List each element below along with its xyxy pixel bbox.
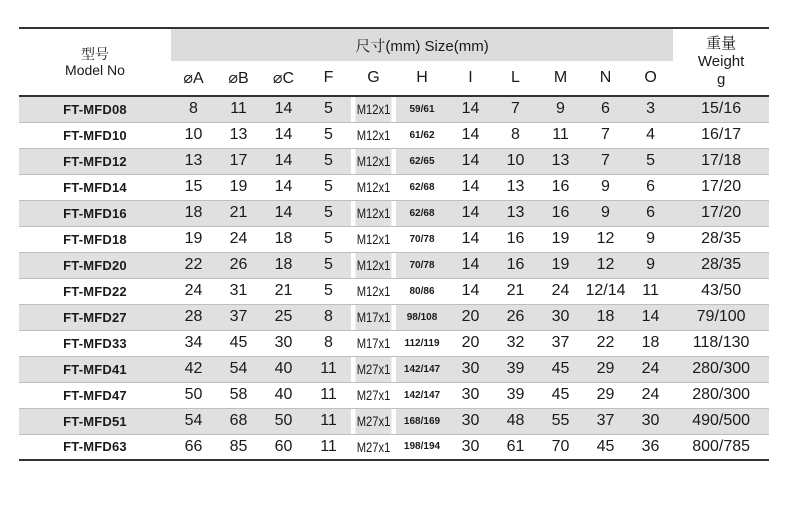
l-cell: 26 [493,304,538,330]
i-cell: 30 [448,408,493,434]
table-row [19,174,769,200]
f-cell: 5 [306,148,351,174]
b-cell: 17 [216,148,261,174]
m-cell: 45 [538,356,583,382]
n-cell: 12 [583,252,628,278]
o-cell: 6 [628,200,673,226]
i-cell: 14 [448,148,493,174]
m-cell: 19 [538,226,583,252]
h-cell: 61/62 [396,122,448,148]
c-cell: 25 [261,304,306,330]
model-cell: FT-MFD16 [19,200,171,226]
a-cell: 50 [171,382,216,408]
table-row [19,148,769,174]
f-cell: 5 [306,278,351,304]
model-cell: FT-MFD33 [19,330,171,356]
i-cell: 14 [448,122,493,148]
g-cell: M12x1 [356,200,392,226]
g-cell: M17x1 [356,304,392,330]
g-cell: M27x1 [356,434,392,460]
b-cell: 58 [216,382,261,408]
a-cell: 42 [171,356,216,382]
n-cell: 18 [583,304,628,330]
o-cell: 3 [628,96,673,122]
table-row [19,356,769,382]
c-cell: 18 [261,252,306,278]
f-cell: 8 [306,304,351,330]
l-cell: 39 [493,382,538,408]
column-header-m: M [538,61,583,96]
m-cell: 13 [538,148,583,174]
m-cell: 11 [538,122,583,148]
n-cell: 6 [583,96,628,122]
i-cell: 14 [448,278,493,304]
a-cell: 8 [171,96,216,122]
a-cell: 34 [171,330,216,356]
column-header-f: F [306,61,351,96]
column-header-o: O [628,61,673,96]
g-cell: M12x1 [356,174,392,200]
weight-cell: 15/16 [673,96,769,122]
f-cell: 11 [306,434,351,460]
l-cell: 13 [493,200,538,226]
weight-cell: 16/17 [673,122,769,148]
a-cell: 28 [171,304,216,330]
m-cell: 24 [538,278,583,304]
n-cell: 7 [583,122,628,148]
b-cell: 24 [216,226,261,252]
model-cell: FT-MFD22 [19,278,171,304]
l-cell: 13 [493,174,538,200]
c-cell: 40 [261,356,306,382]
f-cell: 11 [306,356,351,382]
f-cell: 5 [306,96,351,122]
l-cell: 10 [493,148,538,174]
f-cell: 5 [306,252,351,278]
model-cell: FT-MFD51 [19,408,171,434]
o-cell: 24 [628,382,673,408]
o-cell: 9 [628,252,673,278]
weight-cell: 280/300 [673,382,769,408]
m-cell: 70 [538,434,583,460]
b-cell: 21 [216,200,261,226]
column-header-h: H [396,61,448,96]
g-cell: M12x1 [356,252,392,278]
column-header-b: ⌀B [216,61,261,96]
g-cell: M12x1 [356,96,392,122]
l-cell: 61 [493,434,538,460]
model-cell: FT-MFD12 [19,148,171,174]
a-cell: 18 [171,200,216,226]
f-cell: 5 [306,122,351,148]
g-cell: M27x1 [356,356,392,382]
c-cell: 60 [261,434,306,460]
table-row [19,304,769,330]
c-cell: 50 [261,408,306,434]
weight-header [673,28,769,96]
table-row [19,200,769,226]
g-cell: M12x1 [356,226,392,252]
n-cell: 37 [583,408,628,434]
a-cell: 54 [171,408,216,434]
i-cell: 20 [448,330,493,356]
n-cell: 12 [583,226,628,252]
m-cell: 16 [538,200,583,226]
m-cell: 16 [538,174,583,200]
o-cell: 9 [628,226,673,252]
weight-cell: 28/35 [673,226,769,252]
b-cell: 45 [216,330,261,356]
h-cell: 62/68 [396,200,448,226]
h-cell: 70/78 [396,252,448,278]
l-cell: 7 [493,96,538,122]
o-cell: 18 [628,330,673,356]
weight-cell: 280/300 [673,356,769,382]
a-cell: 22 [171,252,216,278]
n-cell: 12/14 [583,278,628,304]
column-header-g: G [351,61,396,96]
a-cell: 13 [171,148,216,174]
table-row [19,226,769,252]
b-cell: 13 [216,122,261,148]
h-cell: 80/86 [396,278,448,304]
c-cell: 14 [261,148,306,174]
l-cell: 32 [493,330,538,356]
g-cell: M12x1 [356,148,392,174]
model-cell: FT-MFD47 [19,382,171,408]
i-cell: 14 [448,200,493,226]
model-cell: FT-MFD14 [19,174,171,200]
weight-header-cn: 重量 [706,35,737,52]
n-cell: 22 [583,330,628,356]
g-cell: M17x1 [356,330,392,356]
g-cell: M12x1 [356,122,392,148]
a-cell: 19 [171,226,216,252]
b-cell: 85 [216,434,261,460]
weight-header-en: Weight [697,53,745,70]
h-cell: 198/194 [396,434,448,460]
weight-cell: 43/50 [673,278,769,304]
model-cell: FT-MFD08 [19,96,171,122]
o-cell: 6 [628,174,673,200]
i-cell: 20 [448,304,493,330]
n-cell: 7 [583,148,628,174]
i-cell: 30 [448,434,493,460]
i-cell: 14 [448,226,493,252]
f-cell: 5 [306,200,351,226]
l-cell: 21 [493,278,538,304]
weight-cell: 17/20 [673,174,769,200]
i-cell: 30 [448,382,493,408]
b-cell: 68 [216,408,261,434]
g-cell: M12x1 [356,278,392,304]
a-cell: 66 [171,434,216,460]
column-header-a: ⌀A [171,61,216,96]
b-cell: 31 [216,278,261,304]
model-cell: FT-MFD18 [19,226,171,252]
h-cell: 112/119 [396,330,448,356]
o-cell: 14 [628,304,673,330]
i-cell: 14 [448,252,493,278]
table-row [19,434,769,460]
weight-cell: 490/500 [673,408,769,434]
o-cell: 24 [628,356,673,382]
weight-cell: 28/35 [673,252,769,278]
b-cell: 19 [216,174,261,200]
model-header-cn: 型号 [81,46,109,62]
l-cell: 8 [493,122,538,148]
table-row [19,382,769,408]
table-row [19,122,769,148]
weight-cell: 118/130 [673,330,769,356]
column-header-l: L [493,61,538,96]
model-cell: FT-MFD20 [19,252,171,278]
n-cell: 9 [583,200,628,226]
spec-table [19,27,769,461]
h-cell: 98/108 [396,304,448,330]
column-header-n: N [583,61,628,96]
n-cell: 29 [583,356,628,382]
c-cell: 21 [261,278,306,304]
model-header-en: Model No [65,62,125,78]
b-cell: 11 [216,96,261,122]
l-cell: 16 [493,226,538,252]
table-row [19,330,769,356]
m-cell: 19 [538,252,583,278]
h-cell: 59/61 [396,96,448,122]
model-cell: FT-MFD27 [19,304,171,330]
c-cell: 14 [261,96,306,122]
a-cell: 15 [171,174,216,200]
o-cell: 5 [628,148,673,174]
l-cell: 39 [493,356,538,382]
model-cell: FT-MFD10 [19,122,171,148]
l-cell: 48 [493,408,538,434]
n-cell: 29 [583,382,628,408]
model-cell: FT-MFD41 [19,356,171,382]
g-cell: M27x1 [356,382,392,408]
m-cell: 55 [538,408,583,434]
a-cell: 24 [171,278,216,304]
table-row [19,278,769,304]
f-cell: 11 [306,382,351,408]
m-cell: 45 [538,382,583,408]
spec-table-body [19,96,769,460]
c-cell: 14 [261,174,306,200]
size-header: 尺寸(mm) Size(mm) [171,28,673,61]
f-cell: 8 [306,330,351,356]
weight-cell: 17/20 [673,200,769,226]
h-cell: 142/147 [396,382,448,408]
h-cell: 62/68 [396,174,448,200]
b-cell: 54 [216,356,261,382]
c-cell: 14 [261,122,306,148]
b-cell: 26 [216,252,261,278]
i-cell: 14 [448,174,493,200]
table-row [19,96,769,122]
o-cell: 11 [628,278,673,304]
f-cell: 11 [306,408,351,434]
c-cell: 30 [261,330,306,356]
model-header [19,28,171,96]
h-cell: 70/78 [396,226,448,252]
g-cell: M27x1 [356,408,392,434]
column-header-i: I [448,61,493,96]
f-cell: 5 [306,174,351,200]
f-cell: 5 [306,226,351,252]
n-cell: 9 [583,174,628,200]
i-cell: 14 [448,96,493,122]
model-cell: FT-MFD63 [19,434,171,460]
spec-table-container [19,27,769,461]
b-cell: 37 [216,304,261,330]
weight-cell: 17/18 [673,148,769,174]
c-cell: 40 [261,382,306,408]
o-cell: 4 [628,122,673,148]
table-row [19,408,769,434]
weight-cell: 79/100 [673,304,769,330]
c-cell: 18 [261,226,306,252]
l-cell: 16 [493,252,538,278]
m-cell: 30 [538,304,583,330]
table-row [19,252,769,278]
weight-cell: 800/785 [673,434,769,460]
o-cell: 36 [628,434,673,460]
i-cell: 30 [448,356,493,382]
a-cell: 10 [171,122,216,148]
m-cell: 37 [538,330,583,356]
m-cell: 9 [538,96,583,122]
c-cell: 14 [261,200,306,226]
h-cell: 62/65 [396,148,448,174]
h-cell: 142/147 [396,356,448,382]
h-cell: 168/169 [396,408,448,434]
n-cell: 45 [583,434,628,460]
o-cell: 30 [628,408,673,434]
column-header-c: ⌀C [261,61,306,96]
weight-header-unit: g [716,71,726,88]
